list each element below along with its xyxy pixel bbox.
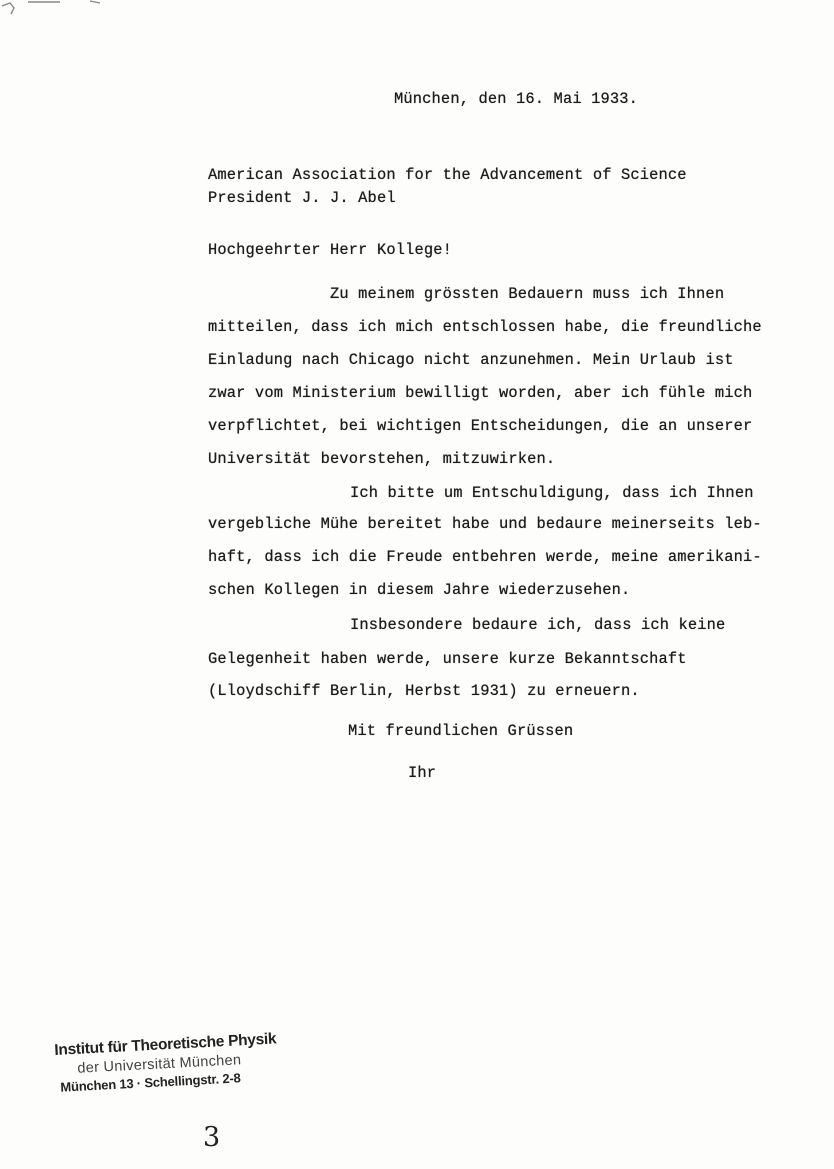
- institute-stamp: [54, 1029, 296, 1094]
- signoff: Ihr: [408, 764, 437, 782]
- body-line: haft, dass ich die Freude entbehren werde, meine amerikani-: [208, 548, 762, 566]
- body-line: schen Kollegen in diesem Jahre wiederzusehen.: [208, 581, 631, 599]
- body-line: vergebliche Mühe bereitet habe und bedaure meinerseits leb-: [208, 515, 762, 533]
- recipient-person: President J. J. Abel: [208, 189, 396, 207]
- stamp-institute-name: Institut für Theoretische Physik: [54, 1030, 277, 1059]
- corner-smudge: [0, 0, 160, 20]
- stamp-address: München 13 · Schellingstr. 2-8: [59, 1070, 241, 1095]
- body-line: Zu meinem grössten Bedauern muss ich Ihnen: [330, 285, 725, 303]
- salutation: Hochgeehrter Herr Kollege!: [208, 241, 453, 259]
- page-number: 3: [203, 1122, 221, 1153]
- body-line: Universität bevorstehen, mitzuwirken.: [208, 450, 556, 468]
- stamp-university: der Universität München: [77, 1052, 242, 1077]
- date-line: München, den 16. Mai 1933.: [394, 90, 639, 108]
- body-line: Gelegenheit haben werde, unsere kurze Bekanntschaft: [208, 650, 687, 668]
- body-line: Ich bitte um Entschuldigung, dass ich Ihnen: [350, 484, 754, 502]
- body-line: Insbesondere bedaure ich, dass ich keine: [350, 616, 726, 634]
- body-line: Einladung nach Chicago nicht anzunehmen. Mein Urlaub ist: [208, 351, 734, 369]
- body-line: (Lloydschiff Berlin, Herbst 1931) zu erneuern.: [208, 682, 640, 700]
- body-line: zwar vom Ministerium bewilligt worden, aber ich fühle mich: [208, 384, 753, 402]
- body-line: verpflichtet, bei wichtigen Entscheidungen, die an unserer: [208, 417, 753, 435]
- recipient-organization: American Association for the Advancement of Science: [208, 166, 687, 184]
- body-line: mitteilen, dass ich mich entschlossen habe, die freundliche: [208, 318, 762, 336]
- closing: Mit freundlichen Grüssen: [348, 722, 574, 740]
